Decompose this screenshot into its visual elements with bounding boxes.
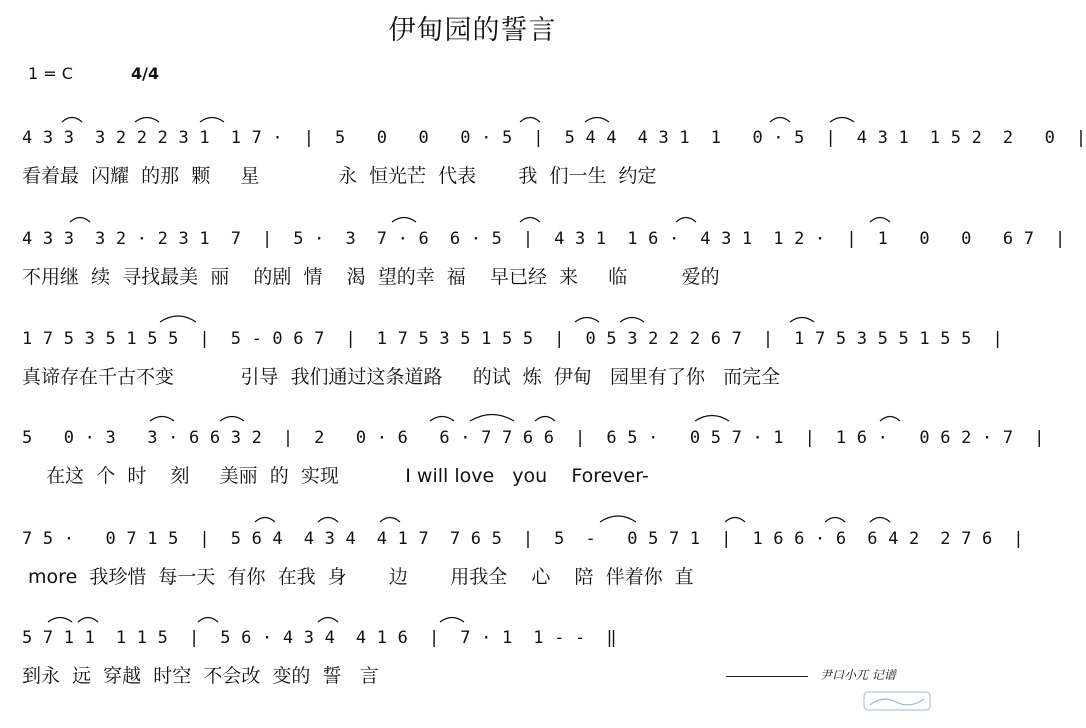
slur-mark: [392, 218, 416, 223]
slur-mark: [870, 218, 890, 223]
slur-mark: [62, 118, 82, 123]
slur-mark: [255, 518, 275, 523]
slur-mark: [600, 516, 636, 522]
slur-mark: [318, 618, 338, 623]
slur-mark: [198, 618, 218, 623]
slur-mark: [770, 118, 790, 123]
notes-line: 7 5 · 0 7 1 5 | 5 6 4 4 3 4 4 1 7 7 6 5 | 5 - 0 5 7 1 | 1 6 6 · 6 6 4 2 2 7 6 |: [22, 529, 1024, 549]
signature-rule: [726, 676, 808, 677]
slur-mark: [440, 618, 464, 623]
slur-mark: [575, 318, 599, 323]
slur-mark: [676, 218, 696, 223]
slur-mark: [725, 518, 745, 523]
slur-mark: [48, 618, 72, 623]
watermark-logo: [862, 690, 932, 712]
transcriber-signature: 尹口小兀 记谱: [820, 668, 896, 682]
notes-line: 4 3 3 3 2 2 2 3 1 1 7 · | 5 0 0 0 · 5 | 5 4 4 4 3 1 1 0 · 5 | 4 3 1 1 5 2 2 0 |: [22, 128, 1086, 148]
slur-mark: [620, 318, 644, 323]
slur-mark: [825, 518, 845, 523]
slur-mark: [830, 118, 854, 123]
slur-mark: [150, 417, 174, 422]
slur-mark: [220, 417, 244, 422]
notes-line: 5 0 · 3 3 · 6 6 3 2 | 2 0 · 6 6 · 7 7 6 6 | 6 5 · 0 5 7 · 1 | 1 6 · 0 6 2 · 7 |: [22, 428, 1045, 448]
slur-mark: [70, 218, 90, 223]
lyrics-line: more 我珍惜 每一天 有你 在我 身 边 用我全 心 陪 伴着你 直: [22, 566, 694, 588]
slur-mark: [470, 415, 514, 422]
slur-mark: [695, 416, 729, 422]
lyrics-line: 看着最 闪耀 的那 颗 星 永 恒光芒 代表 我 们一生 约定: [22, 165, 657, 187]
slur-mark: [585, 118, 609, 123]
slur-mark: [135, 118, 159, 123]
slur-mark: [430, 417, 454, 422]
slur-mark: [520, 118, 540, 123]
slur-mark: [520, 218, 540, 223]
key-signature: 1 = C: [28, 64, 73, 83]
notes-line: 1 7 5 3 5 1 5 5 | 5 - 0 6 7 | 1 7 5 3 5 1 5 5 | 0 5 3 2 2 2 6 7 | 1 7 5 3 5 5 1 5 5 |: [22, 329, 1003, 349]
notes-line: 4 3 3 3 2 · 2 3 1 7 | 5 · 3 7 · 6 6 · 5 | 4 3 1 1 6 · 4 3 1 1 2 · | 1 0 0 6 7 |: [22, 229, 1066, 249]
slur-mark: [160, 316, 196, 322]
slur-mark: [318, 518, 338, 523]
lyrics-line: 到永 远 穿越 时空 不会改 变的 誓 言: [22, 665, 379, 687]
song-title: 伊甸园的誓言: [388, 15, 557, 46]
slur-mark: [535, 417, 555, 422]
lyrics-line: 在这 个 时 刻 美丽 的 实现 I will love you Forever-: [22, 465, 649, 487]
lyrics-line: 真谛存在千古不变 引导 我们通过这条道路 的试 炼 伊甸 园里有了你 而完全: [22, 366, 781, 388]
lyrics-line: 不用继 续 寻找最美 丽 的剧 情 渴 望的幸 福 早已经 来 临 爱的: [22, 266, 720, 288]
slur-mark: [870, 518, 890, 523]
time-signature: 4/4: [131, 64, 160, 83]
slur-mark: [380, 518, 400, 523]
slur-mark: [200, 118, 224, 123]
slur-mark: [790, 318, 814, 323]
slur-mark: [880, 417, 900, 422]
notes-line: 5 7 1 1 1 1 5 | 5 6 · 4 3 4 4 1 6 | 7 · 1 1 - - ‖: [22, 628, 617, 648]
slur-mark: [78, 618, 98, 623]
